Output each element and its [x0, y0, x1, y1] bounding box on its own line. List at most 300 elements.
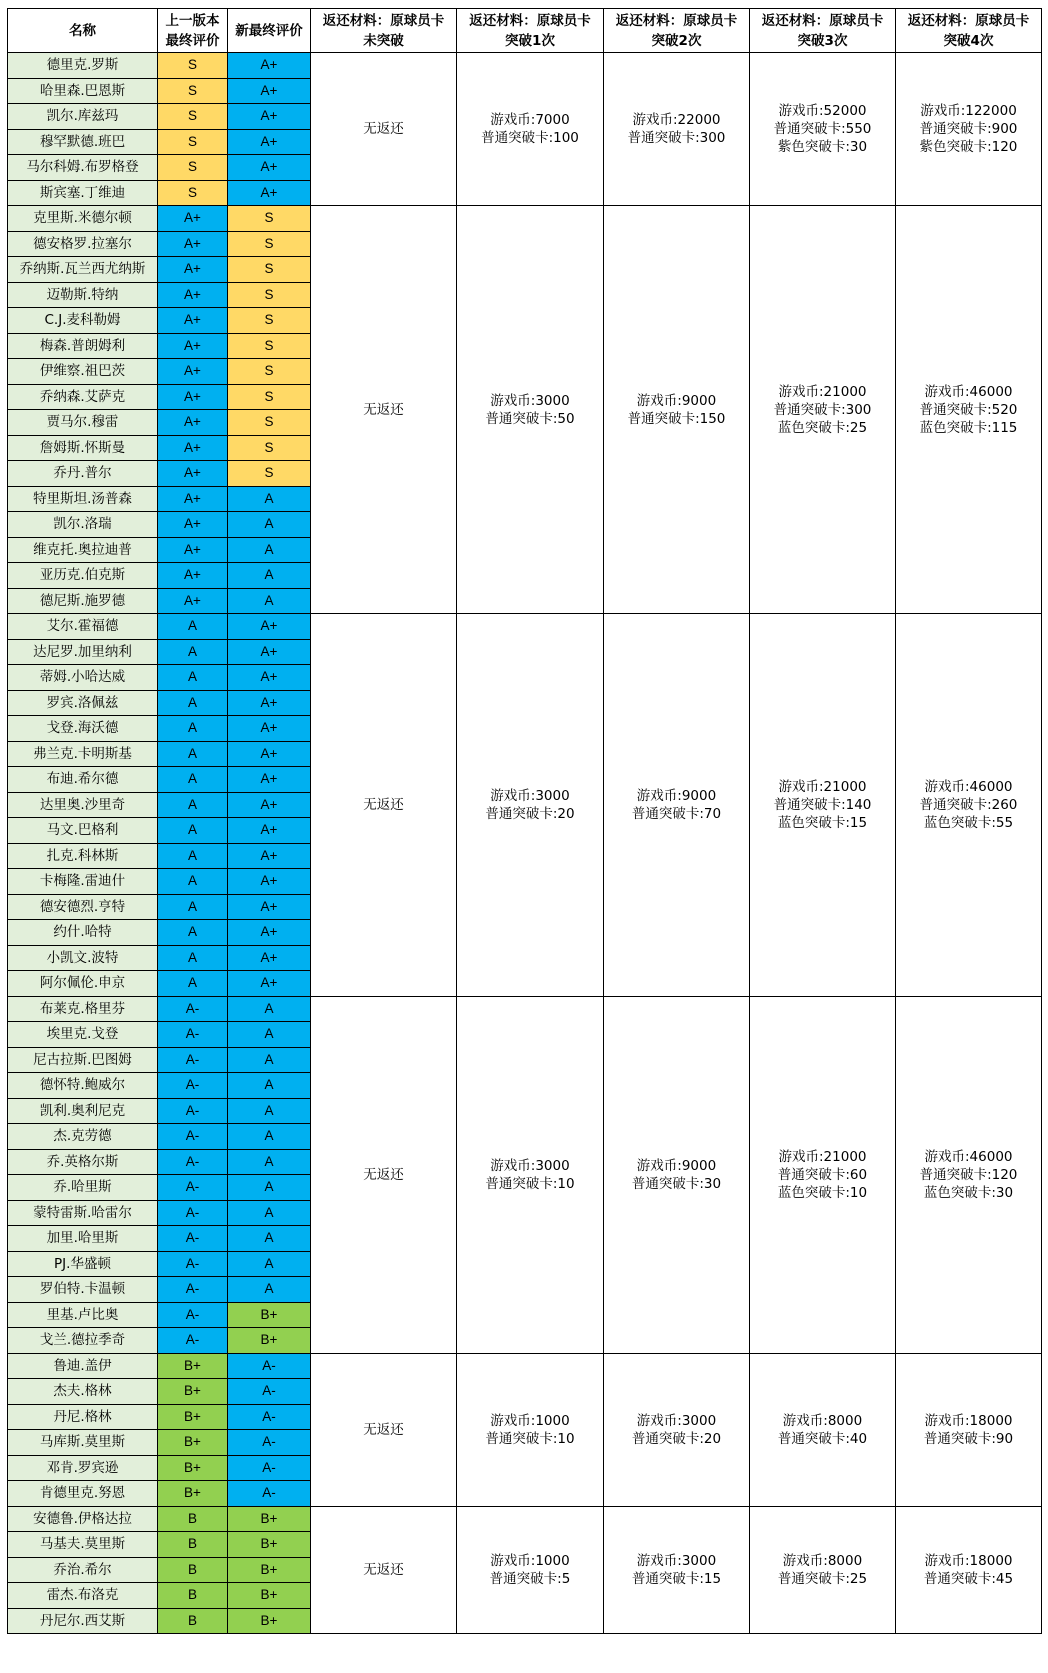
player-name-cell: 德安德烈.亨特	[8, 894, 158, 920]
old-grade-cell: A+	[158, 257, 228, 283]
new-grade-cell: B+	[228, 1328, 311, 1354]
header-return-0	[311, 9, 457, 53]
new-grade-cell: A	[228, 512, 311, 538]
return-line: 游戏币:46000	[924, 1148, 1013, 1165]
player-name-cell: 马库斯.莫里斯	[8, 1430, 158, 1456]
return-line: 游戏币:9000	[636, 787, 717, 804]
old-grade-cell: A+	[158, 461, 228, 487]
header-return-3	[750, 9, 896, 53]
new-grade-cell: A+	[228, 614, 311, 640]
new-grade-cell: A	[228, 486, 311, 512]
return-line: 普通突破卡:520	[919, 401, 1018, 418]
return-line: 蓝色突破卡:25	[777, 419, 868, 436]
player-name-cell: 布迪.希尔德	[8, 767, 158, 793]
new-grade-cell: A+	[228, 818, 311, 844]
old-grade-cell: B+	[158, 1404, 228, 1430]
return-line: 游戏币:8000	[782, 1412, 863, 1429]
return-cell-1	[457, 996, 604, 1353]
new-grade-cell: B+	[228, 1583, 311, 1609]
new-grade-cell: A+	[228, 920, 311, 946]
old-grade-cell: A-	[158, 1175, 228, 1201]
old-grade-cell: A+	[158, 512, 228, 538]
old-grade-cell: A-	[158, 1328, 228, 1354]
return-line: 游戏币:18000	[924, 1552, 1013, 1569]
return-line: 普通突破卡:15	[631, 1570, 722, 1587]
header-return-1	[457, 9, 604, 53]
old-grade-cell: A	[158, 741, 228, 767]
player-name-cell: 罗伯特.卡温顿	[8, 1277, 158, 1303]
player-name-cell: 斯宾塞.丁维迪	[8, 180, 158, 206]
return-line: 紫色突破卡:120	[919, 139, 1018, 155]
header-old-grade-line2: 最终评价	[165, 32, 220, 49]
player-name-cell: 加里.哈里斯	[8, 1226, 158, 1252]
return-cell-2	[604, 53, 750, 206]
old-grade-cell: A	[158, 818, 228, 844]
old-grade-cell: S	[158, 104, 228, 130]
return-line: 游戏币:46000	[924, 778, 1013, 795]
player-name-cell: 哈里森.巴恩斯	[8, 78, 158, 104]
old-grade-cell: S	[158, 180, 228, 206]
player-name-cell: 德里克.罗斯	[8, 53, 158, 79]
player-name-cell: 乔.哈里斯	[8, 1175, 158, 1201]
return-cell-3	[750, 206, 896, 614]
header-return-2	[604, 9, 750, 53]
new-grade-cell: A+	[228, 180, 311, 206]
return-line: 普通突破卡:150	[627, 410, 726, 427]
table-row	[8, 53, 1042, 79]
return-cell-0	[311, 1506, 457, 1634]
return-line: 无返还	[363, 796, 404, 813]
new-grade-cell: A	[228, 1200, 311, 1226]
player-name-cell: 乔纳森.艾萨克	[8, 384, 158, 410]
new-grade-cell: A+	[228, 894, 311, 920]
return-line: 游戏币:3000	[636, 1412, 717, 1429]
new-grade-cell: A	[228, 588, 311, 614]
new-grade-cell: S	[228, 410, 311, 436]
new-grade-cell: S	[228, 257, 311, 283]
player-rating-return-table	[7, 8, 1042, 1634]
return-line: 游戏币:3000	[636, 1552, 717, 1569]
return-line: 游戏币:46000	[924, 383, 1013, 400]
return-line: 普通突破卡:100	[481, 130, 579, 146]
return-line: 普通突破卡:120	[919, 1166, 1018, 1183]
new-grade-cell: S	[228, 461, 311, 487]
old-grade-cell: A	[158, 869, 228, 895]
new-grade-cell: S	[228, 231, 311, 257]
new-grade-cell: A	[228, 537, 311, 563]
return-line: 游戏币:18000	[924, 1412, 1013, 1429]
new-grade-cell: A	[228, 1047, 311, 1073]
new-grade-cell: A+	[228, 767, 311, 793]
return-cell-3	[750, 53, 896, 206]
old-grade-cell: B+	[158, 1455, 228, 1481]
return-line: 普通突破卡:5	[489, 1570, 571, 1587]
player-name-cell: PJ.华盛顿	[8, 1251, 158, 1277]
old-grade-cell: S	[158, 129, 228, 155]
new-grade-cell: A+	[228, 690, 311, 716]
return-line: 普通突破卡:25	[777, 1570, 868, 1587]
player-name-cell: 凯尔.库兹玛	[8, 104, 158, 130]
header-old-grade	[158, 9, 228, 53]
return-line: 游戏币:21000	[778, 383, 867, 400]
return-line: 普通突破卡:300	[773, 401, 872, 418]
player-name-cell: 杰夫.格林	[8, 1379, 158, 1405]
return-line: 蓝色突破卡:55	[923, 814, 1014, 831]
return-line: 游戏币:52000	[778, 103, 867, 119]
return-line: 游戏币:122000	[920, 103, 1017, 119]
old-grade-cell: A-	[158, 1251, 228, 1277]
return-cell-4	[896, 996, 1042, 1353]
player-name-cell: 罗宾.洛佩兹	[8, 690, 158, 716]
old-grade-cell: A	[158, 639, 228, 665]
return-line: 普通突破卡:550	[773, 121, 872, 137]
return-line: 蓝色突破卡:15	[777, 814, 868, 831]
header-return-0-line1: 返还材料：原球员卡	[322, 12, 445, 29]
header-return-1-line1: 返还材料：原球员卡	[469, 12, 591, 29]
table-row	[8, 206, 1042, 232]
return-line: 普通突破卡:20	[485, 805, 575, 822]
player-name-cell: 达里奥.沙里奇	[8, 792, 158, 818]
old-grade-cell: A+	[158, 435, 228, 461]
player-name-cell: 达尼罗.加里纳利	[8, 639, 158, 665]
old-grade-cell: A+	[158, 384, 228, 410]
return-line: 普通突破卡:45	[923, 1570, 1014, 1587]
table-row	[8, 1353, 1042, 1379]
new-grade-cell: A-	[228, 1404, 311, 1430]
return-line: 普通突破卡:260	[919, 796, 1018, 813]
return-line: 蓝色突破卡:115	[919, 419, 1018, 436]
player-name-cell: 马尔科姆.布罗格登	[8, 155, 158, 181]
return-line: 无返还	[363, 1561, 404, 1578]
old-grade-cell: A+	[158, 563, 228, 589]
header-return-3-line2: 突破3次	[797, 32, 848, 49]
new-grade-cell: S	[228, 384, 311, 410]
new-grade-cell: B+	[228, 1532, 311, 1558]
old-grade-cell: A-	[158, 1200, 228, 1226]
return-cell-2	[604, 1353, 750, 1506]
return-line: 游戏币:9000	[636, 392, 717, 409]
return-line: 普通突破卡:300	[627, 130, 726, 146]
new-grade-cell: A+	[228, 665, 311, 691]
return-cell-3	[750, 996, 896, 1353]
return-cell-0	[311, 996, 457, 1353]
new-grade-cell: A	[228, 1277, 311, 1303]
new-grade-cell: B+	[228, 1608, 311, 1634]
return-line: 普通突破卡:70	[631, 805, 722, 822]
return-line: 普通突破卡:90	[923, 1430, 1014, 1447]
player-name-cell: 德尼斯.施罗德	[8, 588, 158, 614]
player-name-cell: 丹尼.格林	[8, 1404, 158, 1430]
return-line: 无返还	[363, 401, 404, 418]
old-grade-cell: A	[158, 971, 228, 997]
return-line: 游戏币:1000	[490, 1412, 570, 1429]
return-line: 普通突破卡:10	[485, 1175, 575, 1192]
return-line: 蓝色突破卡:10	[777, 1184, 868, 1201]
header-return-2-line1: 返还材料：原球员卡	[615, 12, 738, 29]
return-line: 游戏币:3000	[490, 392, 570, 409]
old-grade-cell: A+	[158, 486, 228, 512]
return-cell-1	[457, 206, 604, 614]
return-line: 蓝色突破卡:30	[923, 1184, 1014, 1201]
header-row	[8, 9, 1042, 53]
old-grade-cell: A	[158, 690, 228, 716]
player-name-cell: 克里斯.米德尔顿	[8, 206, 158, 232]
return-line: 普通突破卡:40	[777, 1430, 868, 1447]
new-grade-cell: A	[228, 996, 311, 1022]
player-name-cell: 里基.卢比奥	[8, 1302, 158, 1328]
old-grade-cell: A	[158, 894, 228, 920]
return-cell-4	[896, 614, 1042, 997]
player-name-cell: 詹姆斯.怀斯曼	[8, 435, 158, 461]
header-return-4-line1: 返还材料：原球员卡	[907, 12, 1030, 29]
return-line: 游戏币:21000	[778, 778, 867, 795]
new-grade-cell: S	[228, 206, 311, 232]
old-grade-cell: B+	[158, 1379, 228, 1405]
player-name-cell: 伊维察.祖巴茨	[8, 359, 158, 385]
new-grade-cell: B+	[228, 1302, 311, 1328]
header-return-3-line1: 返还材料：原球员卡	[761, 12, 884, 29]
return-line: 游戏币:1000	[490, 1552, 570, 1569]
new-grade-cell: A-	[228, 1379, 311, 1405]
player-name-cell: 埃里克.戈登	[8, 1022, 158, 1048]
new-grade-cell: A+	[228, 639, 311, 665]
return-line: 紫色突破卡:30	[777, 139, 868, 155]
player-name-cell: 梅森.普朗姆利	[8, 333, 158, 359]
player-name-cell: 安德鲁.伊格达拉	[8, 1506, 158, 1532]
player-name-cell: 艾尔.霍福德	[8, 614, 158, 640]
player-name-cell: 戈兰.德拉季奇	[8, 1328, 158, 1354]
old-grade-cell: A	[158, 767, 228, 793]
old-grade-cell: B+	[158, 1481, 228, 1507]
player-name-cell: 马基夫.莫里斯	[8, 1532, 158, 1558]
new-grade-cell: A	[228, 1149, 311, 1175]
old-grade-cell: A-	[158, 1047, 228, 1073]
player-name-cell: 乔.英格尔斯	[8, 1149, 158, 1175]
player-name-cell: 戈登.海沃德	[8, 716, 158, 742]
player-name-cell: 布莱克.格里芬	[8, 996, 158, 1022]
return-line: 无返还	[363, 1166, 404, 1183]
new-grade-cell: A-	[228, 1481, 311, 1507]
header-return-4	[896, 9, 1042, 53]
old-grade-cell: A-	[158, 1302, 228, 1328]
return-cell-4	[896, 206, 1042, 614]
new-grade-cell: A	[228, 563, 311, 589]
player-name-cell: 丹尼尔.西艾斯	[8, 1608, 158, 1634]
old-grade-cell: B+	[158, 1430, 228, 1456]
header-return-1-line2: 突破1次	[505, 32, 555, 49]
old-grade-cell: A-	[158, 1124, 228, 1150]
player-name-cell: 小凯文.波特	[8, 945, 158, 971]
player-name-cell: 阿尔佩伦.申京	[8, 971, 158, 997]
player-name-cell: 扎克.科林斯	[8, 843, 158, 869]
header-name-label: 名称	[69, 22, 96, 39]
player-name-cell: 杰.克劳德	[8, 1124, 158, 1150]
return-cell-3	[750, 1353, 896, 1506]
old-grade-cell: A-	[158, 1149, 228, 1175]
player-name-cell: 穆罕默德.班巴	[8, 129, 158, 155]
return-line: 游戏币:3000	[490, 787, 570, 804]
player-name-cell: 迈勒斯.特纳	[8, 282, 158, 308]
new-grade-cell: S	[228, 435, 311, 461]
new-grade-cell: A+	[228, 53, 311, 79]
player-name-cell: 特里斯坦.汤普森	[8, 486, 158, 512]
return-line: 普通突破卡:20	[631, 1430, 722, 1447]
old-grade-cell: A+	[158, 231, 228, 257]
return-line: 游戏币:8000	[782, 1552, 863, 1569]
new-grade-cell: A+	[228, 716, 311, 742]
return-line: 普通突破卡:30	[631, 1175, 722, 1192]
player-name-cell: 尼古拉斯.巴图姆	[8, 1047, 158, 1073]
player-name-cell: 蒂姆.小哈达威	[8, 665, 158, 691]
old-grade-cell: A	[158, 945, 228, 971]
new-grade-cell: A	[228, 1226, 311, 1252]
new-grade-cell: A+	[228, 104, 311, 130]
return-cell-1	[457, 614, 604, 997]
old-grade-cell: B+	[158, 1353, 228, 1379]
return-cell-3	[750, 614, 896, 997]
old-grade-cell: B	[158, 1532, 228, 1558]
old-grade-cell: A+	[158, 359, 228, 385]
player-name-cell: 弗兰克.卡明斯基	[8, 741, 158, 767]
table-body	[8, 53, 1042, 1634]
old-grade-cell: A+	[158, 282, 228, 308]
player-name-cell: 马文.巴格利	[8, 818, 158, 844]
player-name-cell: 乔纳斯.瓦兰西尤纳斯	[8, 257, 158, 283]
new-grade-cell: A	[228, 1124, 311, 1150]
return-cell-1	[457, 1353, 604, 1506]
old-grade-cell: S	[158, 155, 228, 181]
new-grade-cell: A+	[228, 129, 311, 155]
old-grade-cell: B	[158, 1557, 228, 1583]
return-cell-1	[457, 1506, 604, 1634]
player-name-cell: 乔丹.普尔	[8, 461, 158, 487]
return-line: 游戏币:3000	[490, 1157, 570, 1174]
player-name-cell: 卡梅隆.雷迪什	[8, 869, 158, 895]
old-grade-cell: A-	[158, 1277, 228, 1303]
return-line: 无返还	[363, 1421, 404, 1438]
return-line: 游戏币:21000	[778, 1148, 867, 1165]
old-grade-cell: A	[158, 920, 228, 946]
return-line: 游戏币:7000	[490, 112, 570, 128]
new-grade-cell: A	[228, 1098, 311, 1124]
return-line: 普通突破卡:140	[773, 796, 872, 813]
old-grade-cell: A-	[158, 1226, 228, 1252]
old-grade-cell: A+	[158, 410, 228, 436]
header-return-0-line2: 未突破	[363, 32, 404, 49]
new-grade-cell: A+	[228, 945, 311, 971]
return-line: 普通突破卡:60	[777, 1166, 868, 1183]
old-grade-cell: A-	[158, 996, 228, 1022]
header-new-grade	[228, 9, 311, 53]
return-line: 普通突破卡:50	[485, 410, 575, 427]
old-grade-cell: S	[158, 78, 228, 104]
old-grade-cell: A-	[158, 1098, 228, 1124]
old-grade-cell: A	[158, 792, 228, 818]
new-grade-cell: A+	[228, 792, 311, 818]
player-name-cell: 贾马尔.穆雷	[8, 410, 158, 436]
player-name-cell: C.J.麦科勒姆	[8, 308, 158, 334]
player-name-cell: 蒙特雷斯.哈雷尔	[8, 1200, 158, 1226]
return-cell-0	[311, 206, 457, 614]
new-grade-cell: B+	[228, 1506, 311, 1532]
old-grade-cell: A+	[158, 206, 228, 232]
new-grade-cell: A+	[228, 843, 311, 869]
return-cell-0	[311, 53, 457, 206]
old-grade-cell: A+	[158, 308, 228, 334]
new-grade-cell: S	[228, 282, 311, 308]
return-cell-2	[604, 1506, 750, 1634]
header-new-grade-label: 新最终评价	[235, 22, 303, 39]
old-grade-cell: B	[158, 1506, 228, 1532]
new-grade-cell: B+	[228, 1557, 311, 1583]
return-line: 普通突破卡:10	[485, 1430, 575, 1447]
player-name-cell: 亚历克.伯克斯	[8, 563, 158, 589]
player-name-cell: 约什.哈特	[8, 920, 158, 946]
new-grade-cell: A	[228, 1175, 311, 1201]
header-name	[8, 9, 158, 53]
header-return-2-line2: 突破2次	[651, 32, 702, 49]
return-cell-2	[604, 996, 750, 1353]
return-cell-3	[750, 1506, 896, 1634]
player-name-cell: 乔治.希尔	[8, 1557, 158, 1583]
old-grade-cell: B	[158, 1583, 228, 1609]
new-grade-cell: S	[228, 333, 311, 359]
return-cell-1	[457, 53, 604, 206]
player-name-cell: 德怀特.鲍威尔	[8, 1073, 158, 1099]
old-grade-cell: A+	[158, 333, 228, 359]
old-grade-cell: A+	[158, 588, 228, 614]
new-grade-cell: S	[228, 359, 311, 385]
player-name-cell: 凯尔.洛瑞	[8, 512, 158, 538]
return-cell-0	[311, 1353, 457, 1506]
new-grade-cell: A+	[228, 78, 311, 104]
return-cell-0	[311, 614, 457, 997]
player-name-cell: 鲁迪.盖伊	[8, 1353, 158, 1379]
player-name-cell: 德安格罗.拉塞尔	[8, 231, 158, 257]
new-grade-cell: S	[228, 308, 311, 334]
new-grade-cell: A-	[228, 1430, 311, 1456]
header-return-4-line2: 突破4次	[943, 32, 994, 49]
player-name-cell: 邓肯.罗宾逊	[8, 1455, 158, 1481]
return-line: 普通突破卡:900	[919, 121, 1018, 137]
return-line: 无返还	[363, 121, 404, 137]
return-cell-4	[896, 53, 1042, 206]
return-cell-4	[896, 1506, 1042, 1634]
new-grade-cell: A-	[228, 1353, 311, 1379]
old-grade-cell: B	[158, 1608, 228, 1634]
new-grade-cell: A	[228, 1022, 311, 1048]
new-grade-cell: A	[228, 1073, 311, 1099]
return-cell-2	[604, 614, 750, 997]
table-row	[8, 996, 1042, 1022]
table-row	[8, 614, 1042, 640]
old-grade-cell: A-	[158, 1022, 228, 1048]
header-old-grade-line1: 上一版本	[165, 12, 220, 29]
old-grade-cell: S	[158, 53, 228, 79]
player-name-cell: 凯利.奥利尼克	[8, 1098, 158, 1124]
old-grade-cell: A+	[158, 537, 228, 563]
new-grade-cell: A-	[228, 1455, 311, 1481]
new-grade-cell: A	[228, 1251, 311, 1277]
player-name-cell: 维克托.奥拉迪普	[8, 537, 158, 563]
old-grade-cell: A	[158, 614, 228, 640]
new-grade-cell: A+	[228, 971, 311, 997]
table-row	[8, 1506, 1042, 1532]
old-grade-cell: A	[158, 716, 228, 742]
return-cell-2	[604, 206, 750, 614]
player-name-cell: 雷杰.布洛克	[8, 1583, 158, 1609]
old-grade-cell: A	[158, 665, 228, 691]
